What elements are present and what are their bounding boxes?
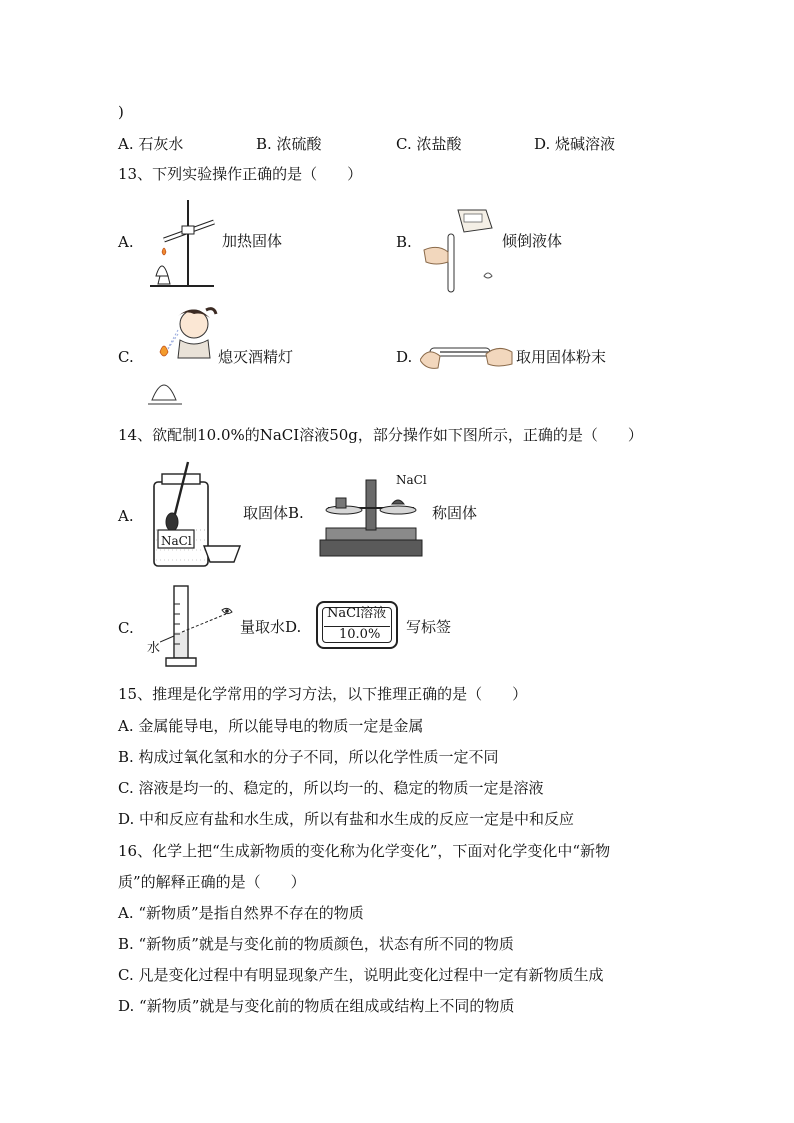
tag-line-2: 10.0% [339,627,381,642]
graduated-cylinder-figure [160,584,240,670]
jar-label: NaCl [161,534,192,548]
reagent-jar-figure [148,460,244,568]
q16-stem-line2: 质”的解释正确的是（ ） [118,873,306,891]
q12-option-d[interactable]: D. 烧碱溶液 [534,135,616,153]
q14-stem: 14、欲配制10.0%的NaCI溶液50g，部分操作如下图所示，正确的是（ ） [118,426,643,444]
q15-option-d[interactable]: D. 中和反应有盐和水生成，所以有盐和水生成的反应一定是中和反应 [118,810,575,828]
q14-option-c-letter[interactable]: C. [118,619,134,637]
q13-option-b-caption: 倾倒液体 [502,232,563,250]
q14-option-c-caption: 量取水D. [240,618,302,636]
q14-option-b-caption: 称固体 [432,504,478,522]
q16-option-a[interactable]: A. “新物质”是指自然界不存在的物质 [118,904,364,922]
q16-stem-line1: 16、化学上把“生成新物质的变化称为化学变化”，下面对化学变化中“新物 [118,842,611,860]
q12-option-b[interactable]: B. 浓硫酸 [256,135,322,153]
q15-option-a[interactable]: A. 金属能导电，所以能导电的物质一定是金属 [118,717,424,735]
q14-option-a-caption: 取固体B. [243,504,304,522]
q13-option-c-caption: 熄灭酒精灯 [218,348,294,366]
q13-option-a-caption: 加热固体 [222,232,283,250]
tag-line-1: NaCl溶液 [327,606,387,621]
extinguish-lamp-figure [148,300,218,408]
q15-option-b[interactable]: B. 构成过氧化氢和水的分子不同，所以化学性质一定不同 [118,748,499,766]
q14-option-a-letter[interactable]: A. [118,507,134,525]
q16-option-d[interactable]: D. “新物质”就是与变化前的物质在组成或结构上不同的物质 [118,997,515,1015]
q12-option-a[interactable]: A. 石灰水 [118,135,184,153]
pouring-liquid-figure [418,206,504,294]
balance-pan-label: NaCl [396,473,427,487]
q13-stem: 13、下列实验操作正确的是（ ） [118,165,363,183]
q16-option-b[interactable]: B. “新物质”就是与变化前的物质颜色，状态有所不同的物质 [118,935,514,953]
q13-option-d-letter[interactable]: D. [396,348,413,366]
q12-stem-tail: ) [118,103,124,121]
take-powder-figure [420,330,514,378]
q16-option-c[interactable]: C. 凡是变化过程中有明显现象产生，说明此变化过程中一定有新物质生成 [118,966,604,984]
q13-option-a-letter[interactable]: A. [118,233,134,251]
q13-option-b-letter[interactable]: B. [396,233,412,251]
water-label: 水 [147,641,161,656]
q13-option-d-caption: 取用固体粉末 [516,348,607,366]
q14-option-d-caption: 写标签 [406,618,452,636]
q13-option-c-letter[interactable]: C. [118,348,134,366]
heating-solid-figure [144,196,220,290]
q15-option-c[interactable]: C. 溶液是均一的、稳定的，所以均一的、稳定的物质一定是溶液 [118,779,544,797]
q12-option-c[interactable]: C. 浓盐酸 [396,135,462,153]
q15-stem: 15、推理是化学常用的学习方法，以下推理正确的是（ ） [118,685,528,703]
